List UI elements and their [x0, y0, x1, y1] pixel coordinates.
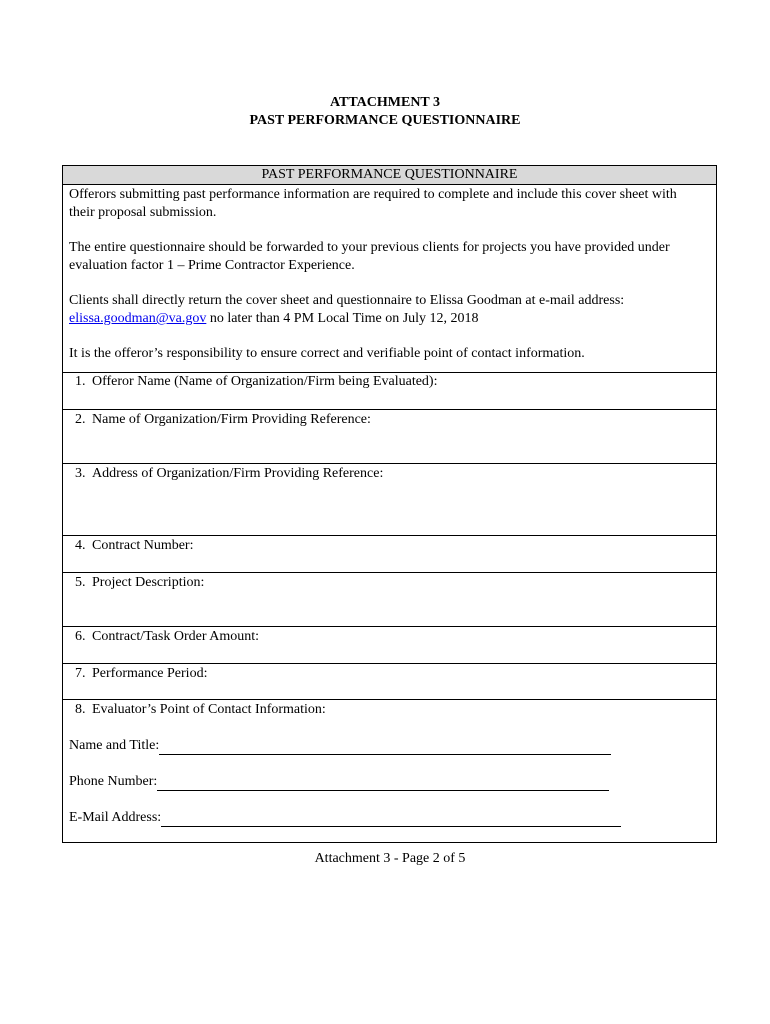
questionnaire-form [62, 165, 717, 843]
phone-blank[interactable] [157, 776, 609, 791]
page-footer: Attachment 3 - Page 2 of 5 [314, 851, 466, 866]
field-performance-period[interactable] [63, 663, 716, 699]
field-label: 4. Contract Number: [75, 538, 194, 553]
field-reference-org-name[interactable] [63, 409, 716, 463]
field-reference-org-address[interactable] [63, 463, 716, 535]
instruction-paragraph: The entire questionnaire should be forwarded to your previous clients for projects you have provided under evaluation factor 1 – Prime Contractor Experience. [69, 240, 670, 273]
email-field[interactable] [69, 809, 710, 827]
name-title-blank[interactable] [159, 740, 611, 755]
form-instructions [63, 185, 716, 372]
phone-field[interactable] [69, 773, 710, 791]
field-label: 3. Address of Organization/Firm Providing Reference: [75, 466, 384, 481]
field-label: 5. Project Description: [75, 575, 205, 590]
field-offeror-name[interactable] [63, 372, 716, 409]
field-label: 6. Contract/Task Order Amount: [75, 629, 259, 644]
phone-label: Phone Number: [69, 774, 158, 789]
email-label: E-Mail Address: [69, 810, 162, 825]
field-project-description[interactable] [63, 572, 716, 626]
document-title: PAST PERFORMANCE QUESTIONNAIRE [249, 113, 521, 128]
form-header: PAST PERFORMANCE QUESTIONNAIRE [63, 166, 716, 185]
field-label: 8. Evaluator’s Point of Contact Information: [75, 702, 326, 717]
name-title-field[interactable] [69, 737, 710, 755]
return-instructions: Clients shall directly return the cover sheet and questionnaire to Elissa Goodman at e-mail address: [69, 293, 625, 308]
email-link[interactable]: elissa.goodman@va.gov [69, 311, 207, 326]
instruction-paragraph: Offerors submitting past performance information are required to complete and include this cover sheet with their proposal submission. [69, 187, 677, 220]
field-contract-number[interactable] [63, 535, 716, 572]
field-label: 2. Name of Organization/Firm Providing Reference: [75, 412, 371, 427]
instruction-paragraph [69, 292, 704, 328]
field-contract-amount[interactable] [63, 626, 716, 663]
field-label: 7. Performance Period: [75, 666, 208, 681]
attachment-title: ATTACHMENT 3 [329, 95, 441, 110]
deadline-text: no later than 4 PM Local Time on July 12, 2018 [206, 311, 479, 326]
name-title-label: Name and Title: [69, 738, 160, 753]
field-evaluator-contact [63, 699, 716, 842]
email-blank[interactable] [161, 812, 621, 827]
instruction-paragraph: It is the offeror’s responsibility to ensure correct and verifiable point of contact information. [69, 346, 585, 361]
field-label: 1. Offeror Name (Name of Organization/Firm being Evaluated): [75, 374, 438, 389]
